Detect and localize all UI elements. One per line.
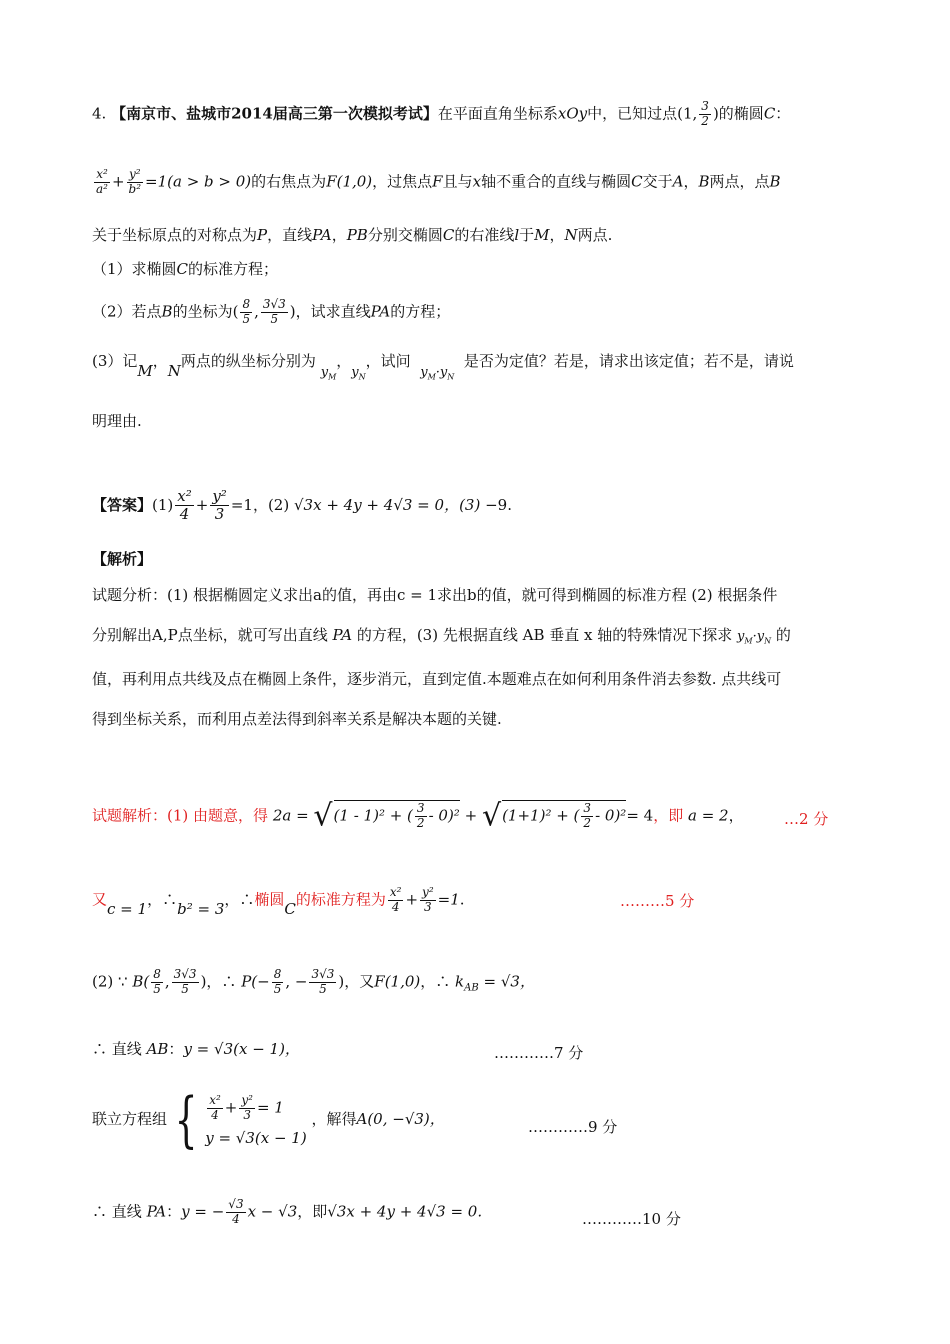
math: c = 1 bbox=[107, 900, 148, 919]
var: y bbox=[320, 365, 329, 380]
text: 且与 bbox=[442, 172, 473, 191]
fraction bbox=[175, 488, 193, 524]
denominator: 2 bbox=[416, 815, 425, 830]
fraction bbox=[272, 968, 284, 997]
denominator: 5 bbox=[242, 311, 251, 326]
var: y bbox=[439, 365, 448, 380]
fraction bbox=[388, 886, 404, 915]
math bbox=[351, 365, 365, 380]
text: 的坐标为 bbox=[172, 302, 233, 321]
math: l bbox=[514, 226, 520, 244]
text: 两点，点 bbox=[709, 172, 770, 191]
math: ) bbox=[289, 302, 296, 321]
math: F(1,0) bbox=[326, 172, 373, 191]
math: √3x + 4y + 4√3 = 0. bbox=[327, 1202, 483, 1221]
math: y = √3(x − 1)， bbox=[183, 1040, 300, 1058]
solution-line-5 bbox=[92, 1085, 445, 1155]
text: ， bbox=[331, 226, 347, 244]
math: √3x + 4y + 4√3 = 0，(3) bbox=[293, 495, 481, 514]
fraction bbox=[581, 802, 593, 831]
denominator: 4 bbox=[391, 899, 400, 914]
text: 的右焦点为 bbox=[251, 172, 327, 191]
text: 的方程，(3) 先根据直线 AB 垂直 x 轴的特殊情况下探求 bbox=[356, 626, 733, 644]
var: · bbox=[752, 629, 757, 644]
text: ，∴ bbox=[147, 890, 178, 909]
math: + bbox=[195, 495, 209, 514]
denominator: 2 bbox=[701, 113, 709, 128]
math: (1+1)² + ( bbox=[502, 806, 580, 825]
solution-line-2 bbox=[92, 885, 465, 919]
analysis-line-4: 得到坐标关系，而利用点差法得到斜率关系是解决本题的关键. bbox=[92, 710, 502, 728]
math: , bbox=[254, 302, 259, 321]
text: ∴ 直线 bbox=[92, 1202, 142, 1221]
denominator: 5 bbox=[181, 981, 189, 996]
subscript: N bbox=[764, 636, 772, 646]
math: + bbox=[224, 1098, 238, 1117]
math: PA bbox=[146, 1202, 167, 1221]
math: C bbox=[631, 172, 643, 191]
math: =1(a > b > 0) bbox=[145, 172, 252, 191]
math: ( bbox=[232, 302, 239, 321]
solution-line-6 bbox=[92, 1198, 482, 1227]
math: y = − bbox=[181, 1202, 225, 1221]
text: 的 bbox=[775, 626, 791, 644]
fraction bbox=[239, 1094, 255, 1123]
numerator: 3 bbox=[701, 99, 709, 113]
math: (1, bbox=[677, 104, 698, 123]
numerator: 3 bbox=[583, 801, 592, 815]
fraction bbox=[415, 802, 427, 831]
math: - 0)² bbox=[595, 806, 627, 825]
solution-line-3 bbox=[92, 968, 535, 997]
text: 的椭圆 bbox=[718, 104, 764, 123]
math: (1 - 1)² + ( bbox=[333, 806, 413, 825]
var: y bbox=[737, 629, 745, 644]
denominator: 4 bbox=[179, 505, 190, 524]
numerator: 8 bbox=[242, 297, 251, 311]
text: (2) ∵ bbox=[92, 972, 128, 991]
denominator: 3 bbox=[243, 1108, 251, 1122]
math: a = 2 bbox=[688, 806, 729, 825]
math: PA bbox=[312, 226, 332, 244]
numerator: 3√3 bbox=[173, 967, 197, 981]
question-3-cont bbox=[92, 414, 142, 429]
text: 联立方程组 bbox=[92, 1110, 168, 1128]
numerator: 8 bbox=[153, 967, 161, 981]
fraction bbox=[699, 100, 711, 129]
numerator: 3√3 bbox=[262, 297, 286, 311]
text: ，过焦点 bbox=[372, 172, 433, 191]
math: b² = 3 bbox=[177, 900, 225, 919]
text: ，即 bbox=[297, 1202, 328, 1221]
radicand bbox=[502, 800, 626, 831]
text: 两点的纵坐标分别为 bbox=[180, 352, 316, 370]
score-10: …………10 分 bbox=[582, 1210, 681, 1228]
denominator: 5 bbox=[319, 981, 327, 996]
denominator: b² bbox=[128, 181, 142, 196]
text: ： bbox=[168, 1040, 184, 1058]
text: ， bbox=[336, 352, 352, 370]
text: ： bbox=[775, 104, 791, 123]
var: y bbox=[351, 365, 359, 380]
text: （1）求椭圆 bbox=[92, 260, 177, 278]
math: - 0)² bbox=[428, 806, 460, 825]
math: + bbox=[405, 890, 419, 909]
subscript: M bbox=[328, 372, 337, 382]
math: =1 bbox=[437, 890, 460, 909]
subscript: M bbox=[744, 636, 753, 646]
text: 中，已知过点 bbox=[587, 104, 678, 123]
text: ，试问 bbox=[365, 352, 411, 370]
denominator: 3 bbox=[424, 899, 432, 914]
math bbox=[737, 629, 771, 644]
problem-source: 【南京市、盐城市2014届高三第一次模拟考试】 bbox=[111, 104, 438, 123]
var: y bbox=[756, 629, 765, 644]
fraction bbox=[207, 1094, 223, 1123]
math: N bbox=[564, 226, 578, 244]
text: 的右准线 bbox=[454, 226, 515, 244]
text: 关于坐标原点的对称点为 bbox=[92, 226, 258, 244]
text: 分别交椭圆 bbox=[367, 226, 443, 244]
numerator: √3 bbox=[228, 1197, 244, 1211]
math: x bbox=[472, 172, 482, 191]
subscript: N bbox=[447, 372, 455, 382]
subscript: N bbox=[358, 372, 366, 382]
text: (3）记 bbox=[92, 352, 138, 370]
fraction bbox=[94, 168, 110, 197]
text: ，又 bbox=[344, 972, 375, 991]
math: −9. bbox=[485, 495, 512, 514]
math: = 4 bbox=[626, 806, 654, 825]
math: , bbox=[164, 972, 170, 991]
math: + bbox=[111, 172, 125, 191]
math bbox=[321, 365, 337, 380]
fraction bbox=[261, 298, 288, 327]
math: A bbox=[672, 172, 684, 191]
text: 明理由. bbox=[92, 412, 142, 430]
math: C bbox=[763, 104, 776, 123]
denominator: 5 bbox=[273, 981, 282, 996]
text: 椭圆 bbox=[254, 890, 285, 909]
text: . bbox=[459, 890, 465, 909]
text: ∴ 直线 bbox=[92, 1040, 142, 1058]
numerator: x² bbox=[389, 885, 402, 899]
text: ： bbox=[166, 1202, 182, 1221]
subscript: AB bbox=[464, 982, 479, 994]
question-3 bbox=[92, 352, 794, 382]
math: xOy bbox=[557, 104, 588, 123]
var: y bbox=[420, 365, 428, 380]
text: 的标准方程为 bbox=[295, 890, 386, 909]
text: 分别解出A,P点坐标，就可写出直线 bbox=[92, 626, 328, 644]
problem-line-2 bbox=[92, 168, 781, 197]
text: 轴不重合的直线与椭圆 bbox=[481, 172, 632, 191]
denominator: 5 bbox=[270, 311, 279, 326]
math: A(0, −√3)， bbox=[356, 1110, 445, 1128]
math: ) bbox=[338, 972, 345, 991]
math: PB bbox=[346, 226, 368, 244]
score-7: …………7 分 bbox=[494, 1044, 584, 1062]
math: C bbox=[284, 900, 296, 919]
sqrt-sign: √ bbox=[313, 798, 333, 834]
denominator: 4 bbox=[232, 1211, 240, 1226]
denominator: 5 bbox=[153, 981, 161, 996]
question-1 bbox=[92, 262, 278, 277]
numerator: 8 bbox=[273, 967, 282, 981]
text: ， bbox=[728, 806, 744, 825]
numerator: 3√3 bbox=[311, 967, 335, 981]
math: B bbox=[698, 172, 710, 191]
denominator: 4 bbox=[211, 1108, 219, 1122]
question-2 bbox=[92, 298, 450, 327]
solution-line-4 bbox=[92, 1042, 300, 1057]
problem-line-3 bbox=[92, 228, 612, 243]
numerator: 3 bbox=[416, 801, 425, 815]
math bbox=[420, 365, 454, 380]
math: P(− bbox=[241, 972, 270, 991]
math: C bbox=[442, 226, 455, 244]
var: · bbox=[435, 365, 440, 380]
text: ，∴ bbox=[206, 972, 237, 991]
math: k bbox=[455, 972, 465, 991]
text: 交于 bbox=[642, 172, 673, 191]
fraction bbox=[240, 298, 252, 327]
problem-number: 4. bbox=[92, 104, 107, 123]
brace: { bbox=[174, 1085, 198, 1155]
fraction bbox=[420, 886, 436, 915]
text: 于 bbox=[519, 226, 535, 244]
math: = 1 bbox=[256, 1098, 284, 1117]
problem-line-1 bbox=[92, 100, 790, 129]
fraction bbox=[210, 488, 229, 524]
text: (1) bbox=[152, 495, 174, 514]
text: ， bbox=[683, 172, 699, 191]
text: ，直线 bbox=[267, 226, 313, 244]
answer-line bbox=[92, 488, 512, 524]
denominator: a² bbox=[96, 181, 108, 196]
numerator: y² bbox=[241, 1093, 253, 1108]
math: AB bbox=[146, 1040, 169, 1058]
text: ，∴ bbox=[420, 972, 451, 991]
score-2: …2 分 bbox=[784, 810, 829, 828]
math: 2a = bbox=[272, 806, 309, 825]
equation-system bbox=[205, 1094, 307, 1146]
fraction bbox=[226, 1198, 245, 1227]
radicand bbox=[334, 800, 460, 831]
math: M bbox=[137, 362, 153, 380]
text: ， bbox=[152, 352, 168, 370]
numerator: y² bbox=[212, 487, 227, 505]
math: PA bbox=[332, 626, 353, 644]
denominator: 2 bbox=[583, 815, 592, 830]
math: B( bbox=[132, 972, 150, 991]
fraction bbox=[309, 968, 336, 997]
numerator: x² bbox=[94, 168, 110, 183]
denominator: 3 bbox=[214, 505, 225, 524]
math: x − √3 bbox=[247, 1202, 298, 1221]
fraction bbox=[151, 968, 163, 997]
text: 两点. bbox=[577, 226, 613, 244]
solution-line-1 bbox=[92, 798, 744, 834]
math: + bbox=[464, 806, 478, 825]
solution-intro: 试题解析：(1) 由题意，得 bbox=[92, 806, 269, 825]
analysis-label: 【解析】 bbox=[92, 550, 153, 568]
math: PA bbox=[370, 302, 391, 321]
text: 又 bbox=[92, 890, 108, 909]
numerator: x² bbox=[177, 487, 192, 505]
text: ，解得 bbox=[311, 1110, 357, 1128]
math: B bbox=[769, 172, 781, 191]
numerator: y² bbox=[127, 168, 144, 183]
analysis-line-2 bbox=[92, 628, 791, 646]
text: 是否为定值？若是，请求出该定值；若不是，请说 bbox=[463, 352, 794, 370]
text: 的方程； bbox=[390, 302, 451, 321]
text: ，∴ bbox=[224, 890, 255, 909]
math: B bbox=[161, 302, 173, 321]
numerator: y² bbox=[422, 885, 434, 899]
sqrt-sign: √ bbox=[481, 798, 502, 834]
math: = √3， bbox=[483, 972, 535, 991]
score-5: ………5 分 bbox=[620, 892, 695, 910]
text: =1，(2) bbox=[230, 495, 290, 514]
text: （2）若点 bbox=[92, 302, 162, 321]
score-9: …………9 分 bbox=[528, 1118, 618, 1136]
math: , − bbox=[285, 972, 308, 991]
math: ) bbox=[712, 104, 719, 123]
math: P bbox=[257, 226, 268, 244]
system-row-2: y = √3(x − 1) bbox=[205, 1128, 307, 1147]
numerator: x² bbox=[209, 1093, 221, 1108]
answer-label: 【答案】 bbox=[92, 495, 153, 514]
text: ，试求直线 bbox=[295, 302, 371, 321]
fraction bbox=[127, 168, 144, 197]
math: F(1,0) bbox=[374, 972, 421, 991]
math: ) bbox=[200, 972, 207, 991]
text: 在平面直角坐标系 bbox=[437, 104, 558, 123]
text: ，即 bbox=[653, 806, 684, 825]
analysis-line-3: 值，再利用点共线及点在椭圆上条件，逐步消元，直到定值.本题难点在如何利用条件消去参数. 点共线可 bbox=[92, 670, 782, 688]
text: ， bbox=[549, 226, 565, 244]
math: M bbox=[534, 226, 550, 244]
text: 的标准方程； bbox=[188, 260, 279, 278]
subscript: M bbox=[427, 372, 436, 382]
math: C bbox=[176, 260, 189, 278]
analysis-line-1: 试题分析：(1) 根据椭圆定义求出a的值，再由c = 1求出b的值，就可得到椭圆的标准方程 (2) 根据条件 bbox=[92, 586, 778, 604]
system-row-1 bbox=[205, 1094, 307, 1123]
fraction bbox=[172, 968, 199, 997]
math: N bbox=[167, 362, 181, 380]
math: F bbox=[432, 172, 443, 191]
